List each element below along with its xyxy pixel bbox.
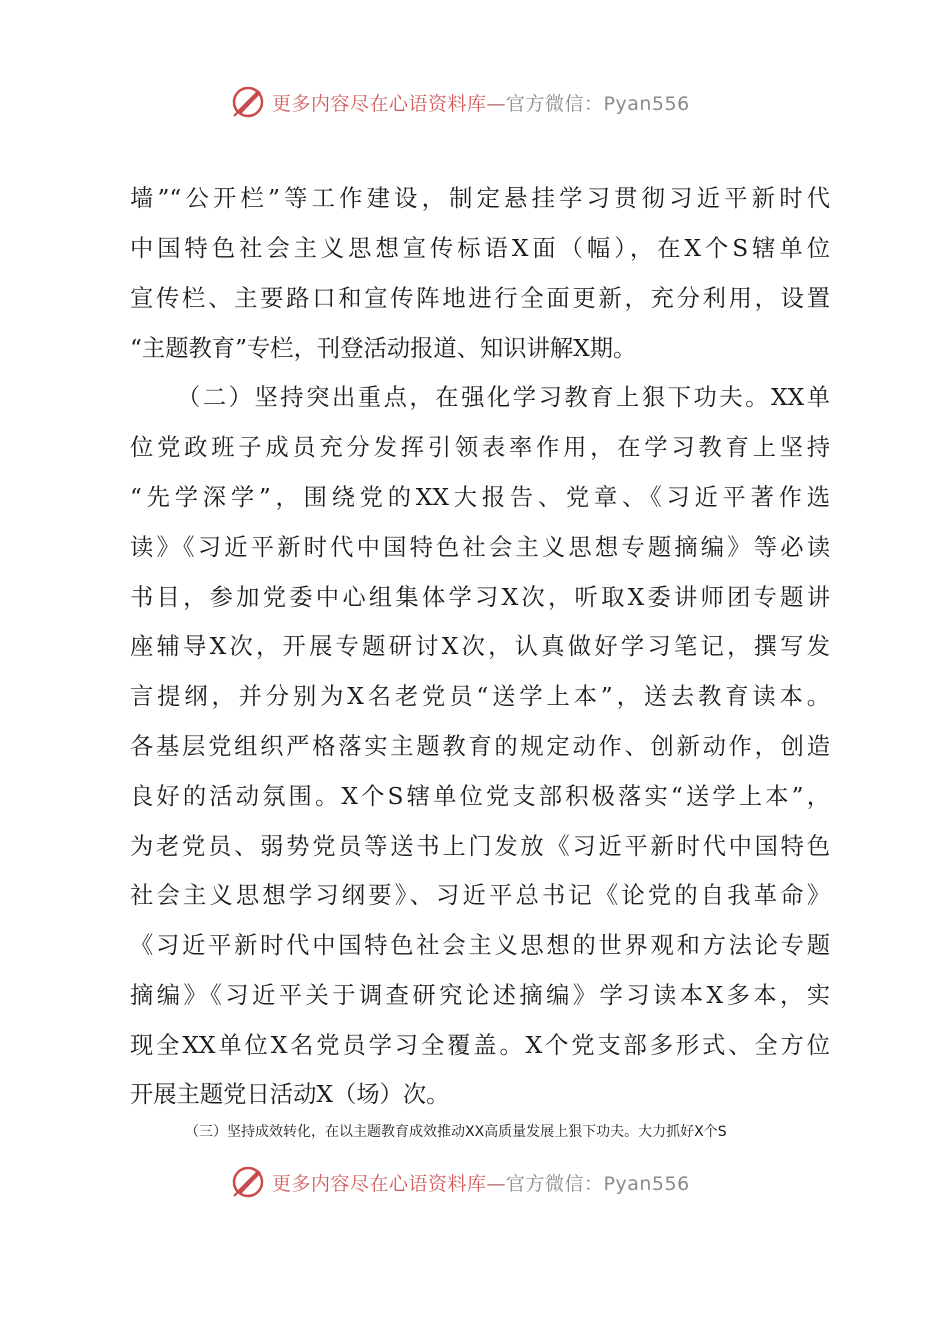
quill-logo-icon <box>228 82 268 122</box>
body-line: （二）坚持突出重点，在强化学习教育上狠下功夫。XX单 <box>177 384 830 411</box>
body-line: 书目，参加党委中心组集体学习X次，听取X委讲师团专题讲 <box>130 584 830 611</box>
footer-watermark-banner <box>228 1162 748 1202</box>
body-line: 良好的活动氛围。X个S辖单位党支部积极落实“送学上本”， <box>130 783 830 810</box>
body-line: “主题教育”专栏，刊登活动报道、知识讲解X期。 <box>130 335 637 362</box>
banner-separator: — <box>486 92 507 115</box>
body-line: 现全XX单位X名党员学习全覆盖。X个党支部多形式、全方位 <box>130 1032 830 1059</box>
body-line: 宣传栏、主要路口和宣传阵地进行全面更新，充分利用，设置 <box>130 285 830 312</box>
body-line: 言提纲，并分别为X名老党员“送学上本”，送去教育读本。 <box>130 683 830 710</box>
body-line: 社会主义思想学习纲要》、习近平总书记《论党的自我革命》 <box>130 882 830 909</box>
banner-title: 更多内容尽在心语资料库 <box>272 92 487 115</box>
section-three-heading: （三）坚持成效转化，在以主题教育成效推动XX高质量发展上狠下功夫。大力抓好X个S <box>185 1124 727 1140</box>
header-watermark-banner <box>228 82 748 122</box>
body-line: 读》《习近平新时代中国特色社会主义思想专题摘编》等必读 <box>130 534 830 561</box>
body-line: 中国特色社会主义思想宣传标语X面（幅），在X个S辖单位 <box>130 235 830 262</box>
body-line: 为老党员、弱势党员等送书上门发放《习近平新时代中国特色 <box>130 833 830 860</box>
body-line: 墙”“公开栏”等工作建设，制定悬挂学习贯彻习近平新时代 <box>130 185 830 212</box>
banner-title: 更多内容尽在心语资料库 <box>272 1172 487 1195</box>
banner-contact: 官方微信：Pyan556 <box>506 1172 690 1195</box>
body-line: 各基层党组织严格落实主题教育的规定动作、创新动作，创造 <box>130 733 830 760</box>
body-line: 开展主题党日活动X（场）次。 <box>130 1081 450 1108</box>
body-line: “先学深学”，围绕党的XX大报告、党章、《习近平著作选 <box>130 484 830 511</box>
quill-logo-icon <box>228 1162 268 1202</box>
body-line: 座辅导X次，开展专题研讨X次，认真做好学习笔记，撰写发 <box>130 633 830 660</box>
body-line: 位党政班子成员充分发挥引领表率作用，在学习教育上坚持 <box>130 434 830 461</box>
body-line: 摘编》《习近平关于调查研究论述摘编》学习读本X多本，实 <box>130 982 830 1009</box>
banner-separator: — <box>486 1172 507 1195</box>
body-line: 《习近平新时代中国特色社会主义思想的世界观和方法论专题 <box>130 932 830 959</box>
banner-contact: 官方微信：Pyan556 <box>506 92 690 115</box>
